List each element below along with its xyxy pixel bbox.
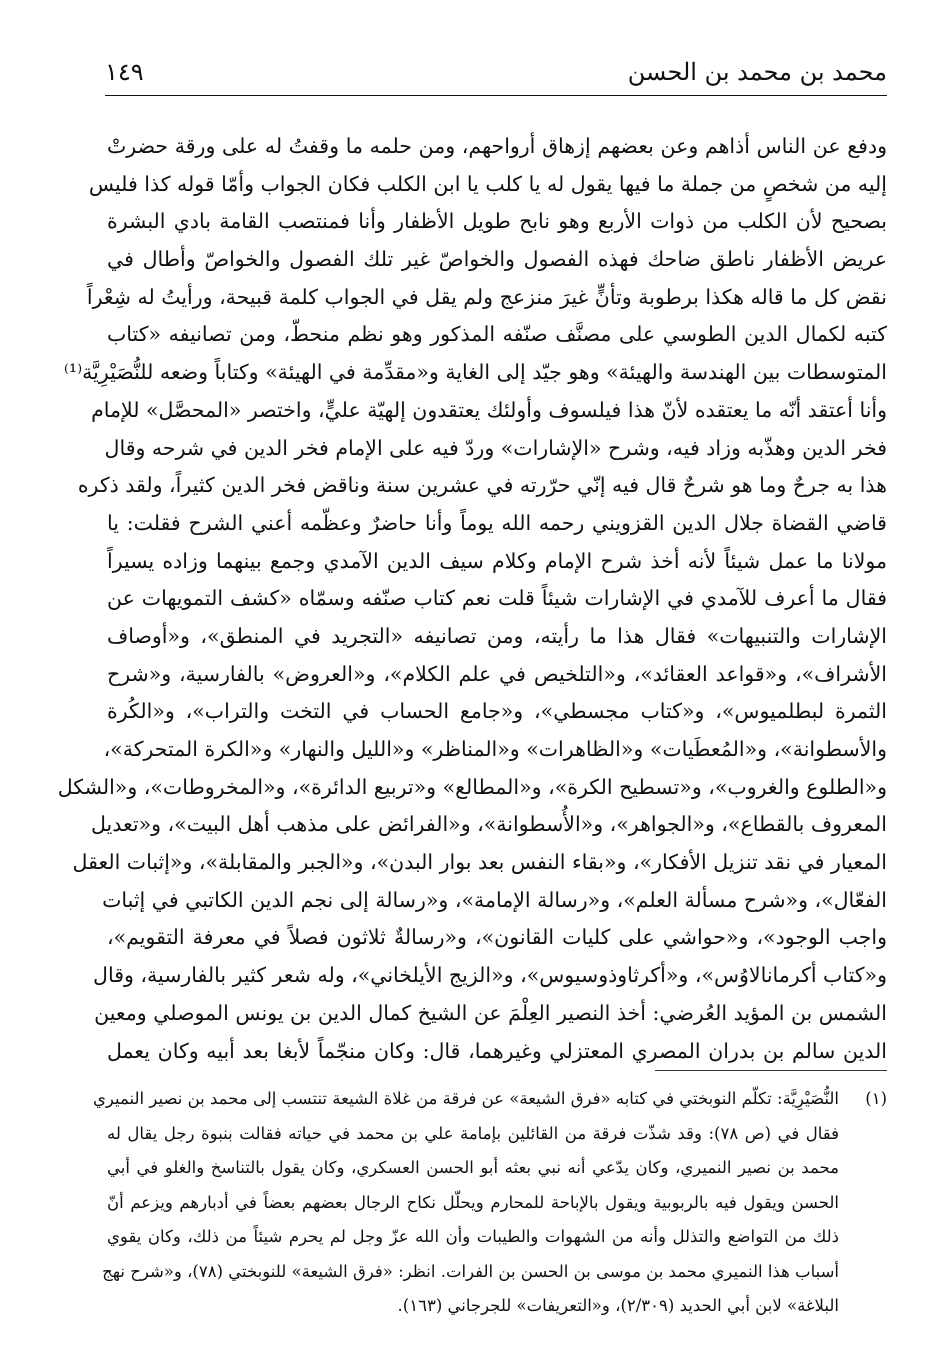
text-line: كتبه لكمال الدين الطوسي على مصنَّف صنّفه المذكور وهو نظم منحطّ، ومن تصانيفه «كتاب <box>107 322 887 347</box>
footnote-number: (١) <box>865 1089 887 1108</box>
footnote-line: محمد بن نصير النميري، وكان يدّعي أنه نبي بعثه أبو الحسن العسكري، وكان يقول بالتناسخ والغلو في أبي <box>107 1158 839 1177</box>
footnote-line: فقال في (ص ٧٨): وقد شذّت فرقة من القائلين بإمامة علي بن محمد في حياته فقالت بنبوة رجل يقال له <box>107 1123 839 1143</box>
text-line: الدين سالم بن بدران المصري المعتزلي وغيرهما، قال: وكان منجّماً لأبغا بعد أبيه وكان يعمل <box>107 1038 887 1063</box>
text-line: هذا به جرحٌ وما هو شرحٌ قال فيه إنّي حرّرته في عشرين سنة وناقض فخر الدين كثيراً، ولقد ذكره <box>77 473 887 498</box>
running-title: محمد بن محمد بن الحسن <box>627 58 887 86</box>
text-line: والأسطوانة»، و«المُعطَيات» و«الظاهرات» و«المناظر» و«الليل والنهار» و«الكرة المتحركة»، <box>103 737 887 761</box>
text-line: فخر الدين وهذّبه وزاد فيه، وشرح «الإشارات» وردّ فيه على الإمام فخر الدين في شرحه وقال <box>104 435 887 460</box>
text-line: الثمرة لبطلميوس»، و«كتاب مجسطي»، و«جامع الحساب في التخت والتراب»، و«الكُرة <box>107 699 887 724</box>
text-line: فقال ما أعرف للآمدي في الإشارات شيئاً قلت نعم كتاب صنّفه وسمّاه «كشف التمويهات عن <box>107 586 887 611</box>
footnote-line: ذلك من التواضع والتذلل وأنه من الشهوات والطيبات وأن الله عزّ وجل لم يحرم شيئاً من ذلك، وكان يقوي <box>107 1227 839 1246</box>
header-rule <box>105 95 887 96</box>
footnote-line: الحسن ويقول فيه بالربوبية ويقول بالإباحة للمحارم ويحلّل نكاح الرجال بعضهم بعضاً في أدبارهم ويزعم أنّ <box>107 1192 839 1212</box>
text-line: المعيار في نقد تنزيل الأفكار»، و«بقاء النفس بعد بوار البدن»، و«الجبر والمقابلة»، و«إثبات العقل <box>72 850 887 875</box>
text-line: الشمس بن المؤيد العُرضي: أخذ النصير العِلْمَ عن الشيخ كمال الدين بن يونس الموصلي ومعين <box>94 1000 887 1025</box>
text-line: قاضي القضاة جلال الدين القزويني رحمه الله يوماً وأنا حاضرٌ وعظّمه أعني الشرح فقلت: يا <box>107 510 887 535</box>
main-text <box>57 128 887 1070</box>
text-line: و«الطلوع والغروب»، و«تسطيح الكرة»، و«المطالع» و«تربيع الدائرة»، و«المخروطات»، و«الشكل <box>57 774 887 799</box>
footnote-line: البلاغة» لابن أبي الحديد (٢/٣٠٩)، و«التعريفات» للجرجاني (١٦٣). <box>397 1296 839 1315</box>
text-line: نقض كل ما قاله هكذا برطوبة وتأنٍّ غيرَ منزعج ولم يقل في الجواب كلمة قبيحة، ورأيتُ له شِعْراً <box>86 284 887 309</box>
text-line: عريض الأظفار ناطق ضاحك فهذه الفصول والخواصّ غير تلك الفصول والخواصّ وأطال في <box>107 247 887 272</box>
text-line: وأنا أعتقد أنّه ما يعتقده لأنّ هذا فيلسوف وأولئك يعتقدون إلهيّة عليٍّ، واختصر «المحصَّل» للإمام <box>91 397 887 422</box>
text-line: واجب الوجود»، و«حواشي على كليات القانون»، و«رسالةٌ ثلاثون فصلاً في معرفة التقويم»، <box>107 925 887 950</box>
footnote-text <box>93 1082 839 1324</box>
page-header <box>105 52 887 92</box>
text-line: إليه من شخصٍ من جملة ما فيها يقول له يا كلب يا ابن الكلب فكان الجواب وأمّا قوله كذا فليس <box>88 171 887 196</box>
text-line: الإشارات والتنبيهات» فقال هذا ما رأيته، ومن تصانيفه «التجريد في المنطق»، و«أوصاف <box>107 623 887 648</box>
text-line: و«كتاب أكرمانالاوُس»، و«أكرثاوذوسيوس»، و«الزيج الأيلخاني»، وله شعر كثير بالفارسية، وقال <box>93 963 887 988</box>
text-line: الأشراف»، و«قواعد العقائد»، و«التلخيص في علم الكلام»، و«العروض» بالفارسية، و«شرح <box>107 661 887 686</box>
footnote-line: النُّصَيْرِيَّة: تكلّم النوبختي في كتابه «فرق الشيعة» عن فرقة من غلاة الشيعة تنتسب إلى محمد بن نصير النميري <box>93 1089 839 1108</box>
footnote-line: أسباب هذا النميري محمد بن موسى بن الحسن بن الفرات. انظر: «فرق الشيعة» للنوبختي (٧٨)، و«شرح نهج <box>102 1261 839 1281</box>
text-line: الفعّال»، و«شرح مسألة العلم»، و«رسالة الإمامة»، و«رسالة إلى نجم الدين الكاتبي في إثبات <box>102 887 887 912</box>
page-number: ١٤٩ <box>105 58 144 86</box>
text-line: المعروف بالقطاع»، و«الجواهر»، و«الأُسطوانة»، و«الفرائض على مذهب أهل البيت»، و«تعديل <box>91 812 887 837</box>
text-line: بصحيح لأن الكلب من ذوات الأربع وهو نابح طويل الأظفار وأنا فمنتصب القامة بادي البشرة <box>107 209 887 234</box>
footnotes <box>93 1082 887 1324</box>
footnote-separator <box>655 1070 887 1071</box>
text-line: مولانا ما عمل شيئاً لأنه أخذ شرح الإمام وكلام سيف الدين الآمدي وجمع بينهما وزاده يسيراً <box>107 548 887 573</box>
text-line: المتوسطات بين الهندسة والهيئة» وهو جيّد إلى الغاية و«مقدِّمة في الهيئة» وكتاباً وضعه للنُّصَيْرِيَّة⁽¹⁾ <box>63 360 887 385</box>
text-line: ودفع عن الناس أذاهم وعن بعضهم إزهاق أرواحهم، ومن حلمه ما وقفتُ له على ورقة حضرتْ <box>107 134 887 158</box>
